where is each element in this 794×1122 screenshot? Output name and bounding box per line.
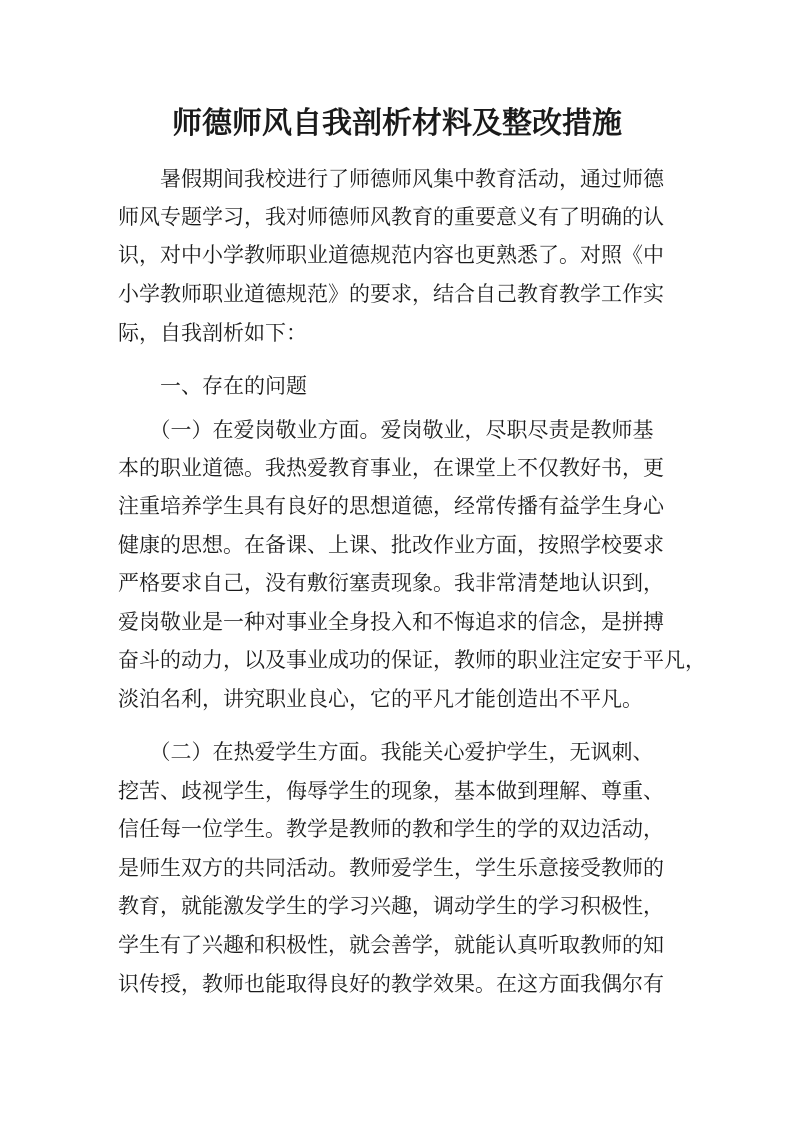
paragraph-line: 暑假期间我校进行了师德师风集中教育活动，通过师德	[118, 167, 664, 191]
paragraph-line: （二）在热爱学生方面。我能关心爱护学生，无讽刺、	[118, 740, 654, 764]
paragraph-line: 本的职业道德。我热爱教育事业，在课堂上不仅教好书，更	[118, 456, 664, 480]
paragraph-line: 挖苦、歧视学生，侮辱学生的现象，基本做到理解、尊重、	[118, 779, 664, 803]
paragraph-line: 师风专题学习，我对师德师风教育的重要意义有了明确的认	[118, 205, 664, 229]
paragraph-line: （一）在爱岗敬业方面。爱岗敬业，尽职尽责是教师基	[118, 418, 654, 442]
paragraph-line: 注重培养学生具有良好的思想道德，经常传播有益学生身心	[118, 494, 664, 518]
paragraph-line: 教育，就能激发学生的学习兴趣，调动学生的学习积极性，	[118, 894, 664, 918]
section-heading: 一、存在的问题	[118, 374, 307, 398]
page-title: 师德师风自我剖析材料及整改措施	[172, 106, 622, 141]
paragraph-line: 健康的思想。在备课、上课、批改作业方面，按照学校要求	[118, 533, 664, 557]
paragraph-line: 信任每一位学生。教学是教师的教和学生的学的双边活动，	[118, 817, 664, 841]
paragraph-line: 淡泊名利，讲究职业良心，它的平凡才能创造出不平凡。	[118, 687, 643, 711]
paragraph-line: 际，自我剖析如下：	[118, 321, 307, 345]
paragraph-line: 识传授，教师也能取得良好的教学效果。在这方面我偶尔有	[118, 972, 664, 996]
paragraph-line: 是师生双方的共同活动。教师爱学生，学生乐意接受教师的	[118, 856, 664, 880]
paragraph-line: 学生有了兴趣和积极性，就会善学，就能认真听取教师的知	[118, 933, 664, 957]
paragraph-line: 识，对中小学教师职业道德规范内容也更熟悉了。对照《中	[118, 243, 664, 267]
paragraph-line: 严格要求自己，没有敷衍塞责现象。我非常清楚地认识到，	[118, 571, 664, 595]
paragraph-line: 奋斗的动力，以及事业成功的保证，教师的职业注定安于平凡，	[118, 648, 706, 672]
paragraph-line: 小学教师职业道德规范》的要求，结合自己教育教学工作实	[118, 282, 664, 306]
paragraph-line: 爱岗敬业是一种对事业全身投入和不悔追求的信念，是拼搏	[118, 610, 664, 634]
